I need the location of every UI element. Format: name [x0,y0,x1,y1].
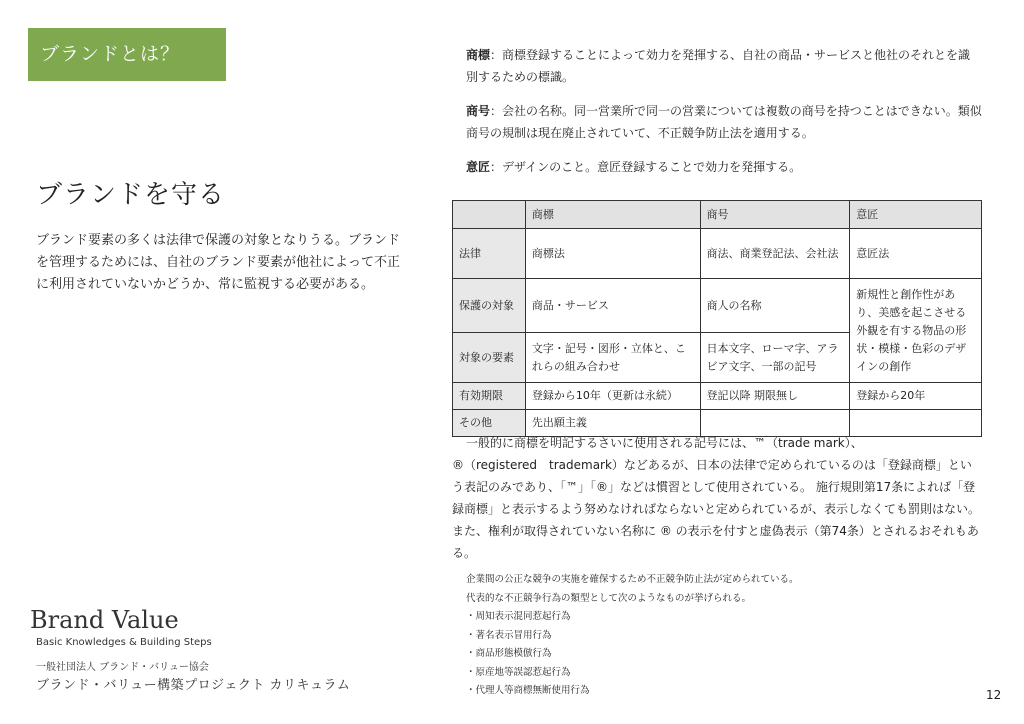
page-title: ブランドを守る [36,180,226,210]
definition-term: 商標 [466,48,491,62]
definition-term: 商号 [466,104,491,118]
table-header-row [453,201,982,229]
row-label: 対象の要素 [453,333,526,383]
list-item: ・商品形態模倣行為 [466,648,552,659]
table-cell: 登録から20年 [850,383,982,410]
section-header-tab [28,28,226,81]
unfair-competition-note [466,571,966,701]
definition-trademark [452,44,982,88]
row-label: 法律 [453,229,526,279]
organization-name: 一般社団法人 ブランド・バリュー協会 [36,662,209,673]
list-item: 企業間の公正な競争の実施を確保するため不正競争防止法が定められている。 [466,574,799,585]
table-cell: 商法、商業登記法、会社法 [700,229,850,279]
table-cell: 先出願主義 [525,410,700,437]
definition-text: ：デザインのこと。意匠登録することで効力を発揮する。 [490,160,802,174]
table-cell: 商標法 [525,229,700,279]
comparison-table [452,200,982,437]
table-header-cell: 商標 [525,201,700,229]
brand-logo-text: Brand Value [30,606,179,634]
table-header-cell: 商号 [700,201,850,229]
brand-subtitle: Basic Knowledges & Building Steps [36,637,212,648]
row-label: 保護の対象 [453,279,526,333]
row-label: 有効期限 [453,383,526,410]
table-cell: 意匠法 [850,229,982,279]
table-cell: 日本文字、ローマ字、アラビア文字、一部の記号 [700,333,850,383]
table-cell: 登記以降 期限無し [700,383,850,410]
table-cell: 登録から10年（更新は永続） [525,383,700,410]
definitions-block [452,44,982,190]
list-item: ・代理人等商標無断使用行為 [466,685,590,696]
table-header-cell [453,201,526,229]
list-item: ・原産地等誤認惹起行為 [466,666,571,678]
table-row [453,279,982,333]
list-item: ・周知表示混同惹起行為 [466,611,571,622]
note-body: ®（registered trademark）などあるが、日本の法律で定められているのは「登録商標」という表記のみであり、「™」「®」などは慣習として使用されている。 施行規則第17条によれば「登録商標」と表示するよう努めなければならないと定められているが、表示しなくても罰則はない。また、権利が取得されていない名称に ® の表示を付すと虚偽表示（第74条）とされるおそれもある。 [452,458,981,560]
note-first-line: 一般的に商標を明記するさいに使用される記号には、™（trade mark）、 [466,436,863,450]
table-row [453,383,982,410]
row-label: その他 [453,410,526,437]
section-header-label: ブランドとは？ [40,43,181,65]
definition-text: ：会社の名称。同一営業所で同一の営業については複数の商号を持つことはできない。類似商号の規制は現在廃止されていて、不正競争防止法を適用する。 [466,104,982,140]
table-header-cell: 意匠 [850,201,982,229]
definition-term: 意匠 [466,160,491,174]
table-cell: 商品・サービス [525,279,700,333]
definition-design [452,156,982,178]
table-cell: 商人の名称 [700,279,850,333]
definition-trade-name [452,100,982,144]
table-cell: 文字・記号・図形・立体と、これらの組み合わせ [525,333,700,383]
table-row [453,229,982,279]
table-cell-design-merged: 新規性と創作性があり、美感を起こさせる外観を有する物品の形状・模様・色彩のデザインの創作 [850,279,982,383]
definition-text: ：商標登録することによって効力を発揮する、自社の商品・サービスと他社のそれとを識別するための標識。 [466,48,971,84]
project-name: ブランド・バリュー構築プロジェクト カリキュラム [36,678,351,693]
list-item: 代表的な不正競争行為の類型として次のようなものが挙げられる。 [466,592,752,604]
page-number: 12 [986,688,1002,702]
intro-paragraph: ブランド要素の多くは法律で保護の対象となりうる。ブランドを管理するためには、自社のブランド要素が他社によって不正に利用されていないかどうか、常に監視する必要がある。 [36,233,401,292]
list-item: ・著名表示冒用行為 [466,629,552,641]
trademark-symbol-note [452,432,982,564]
